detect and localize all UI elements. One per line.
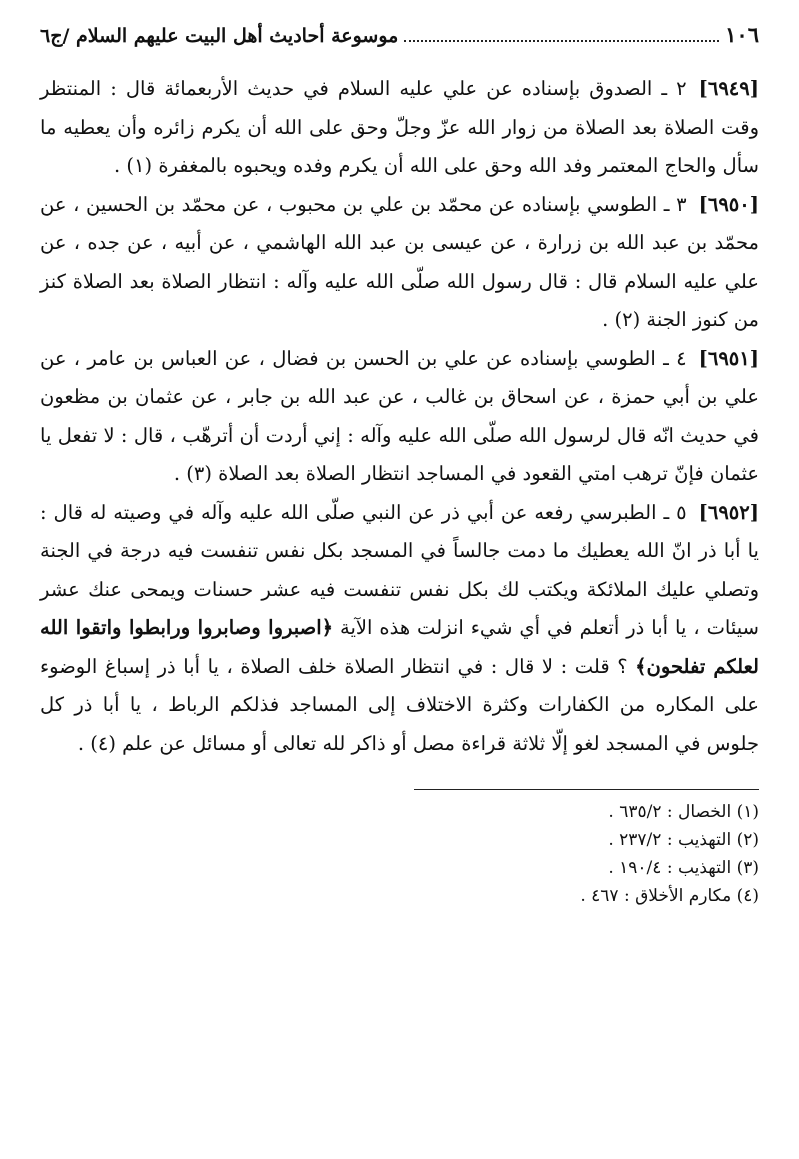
hadith-text: ٢ ـ الصدوق بإسناده عن علي عليه السلام في حديث الأربعمائة قال : المنتظر وقت الصلاة بعد الصلاة من زوار الله عزّ وجلّ وحق على الله أن يكرم زائره وأن يعطيه ما سأل والحاج المعتمر وفد الله وحق على الله أن يكرم وفده ويحبوه بالمغفرة (١) . <box>40 77 759 177</box>
footnote: (١) الخصال : ٦٣٥/٢ . <box>608 802 759 822</box>
header-dotted-leader <box>404 40 719 42</box>
footnote: (٢) التهذيب : ٢٣٧/٢ . <box>608 830 759 850</box>
hadith-number: [٦٩٥٠] <box>698 192 759 216</box>
hadith-number: [٦٩٤٩] <box>698 77 759 100</box>
page-header <box>40 22 759 62</box>
footnote-separator <box>414 789 759 790</box>
hadith-text: ٥ ـ الطبرسي رفعه عن أبي ذر عن النبي صلّى الله عليه وآله في وصيته له قال : يا أبا ذر انّ الله يعطيك ما دمت جالساً في المسجد بكل نفس تنفست فيه درجة في الجنة وتصلي عليك الملائكة ويكتب لك بكل نفس تنفست فيه عشر حسنات ويمحى عنك عشر سيئات ، يا أبا ذر أتعلم في أي شيء انزلت هذه الآية <box>40 500 759 639</box>
hadith-paragraph <box>40 494 759 764</box>
hadith-paragraph <box>40 186 759 340</box>
hadith-text-continued: ؟ قلت : لا قال : في انتظار الصلاة خلف الصلاة ، يا أبا ذر إسباغ الوضوء على المكاره من الكفارات وكثرة الاختلاف إلى المساجد فذلكم الرباط ، يا أبا ذر كل جلوس في المسجد لغو إلّا ثلاثة قراءة مصل أو ذاكر لله تعالى أو مسائل عن علم (٤) . <box>40 654 759 755</box>
hadith-paragraph <box>40 70 759 186</box>
quran-verse: ﴿اصبروا وصابروا ورابطوا واتقوا الله لعلكم تفلحون﴾ <box>40 616 759 678</box>
hadith-number: [٦٩٥١] <box>698 346 759 370</box>
footnote: (٤) مكارم الأخلاق : ٤٦٧ . <box>580 886 759 906</box>
hadith-number: [٦٩٥٢] <box>698 500 759 524</box>
hadith-paragraph <box>40 340 759 494</box>
running-title: موسوعة أحاديث أهل البيت عليهم السلام /ج٦ <box>40 25 399 47</box>
footnotes <box>40 798 759 910</box>
hadith-text: ٣ ـ الطوسي بإسناده عن محمّد بن علي بن محبوب ، عن محمّد بن الحسين ، عن محمّد بن عبد الله بن زرارة ، عن عيسى بن عبد الله الهاشمي ، عن أبيه ، عن جده ، عن علي عليه السلام قال : قال رسول الله صلّى الله عليه وآله : انتظار الصلاة بعد الصلاة كنز من كنوز الجنة (٢) . <box>40 192 759 331</box>
hadith-text: ٤ ـ الطوسي بإسناده عن علي بن الحسن بن فضال ، عن العباس بن عامر ، عن علي بن أبي حمزة ، عن اسحاق بن غالب ، عن عبد الله بن جابر ، عن عثمان بن مظعون في حديث انّه قال لرسول الله صلّى الله عليه وآله : إني أردت أن أترهّب ، قال : لا تفعل يا عثمان فإنّ ترهب امتي القعود في المساجد انتظار الصلاة بعد الصلاة (٣) . <box>40 346 759 485</box>
page-number: ١٠٦ <box>725 22 759 47</box>
footnote: (٣) التهذيب : ١٩٠/٤ . <box>608 858 759 878</box>
